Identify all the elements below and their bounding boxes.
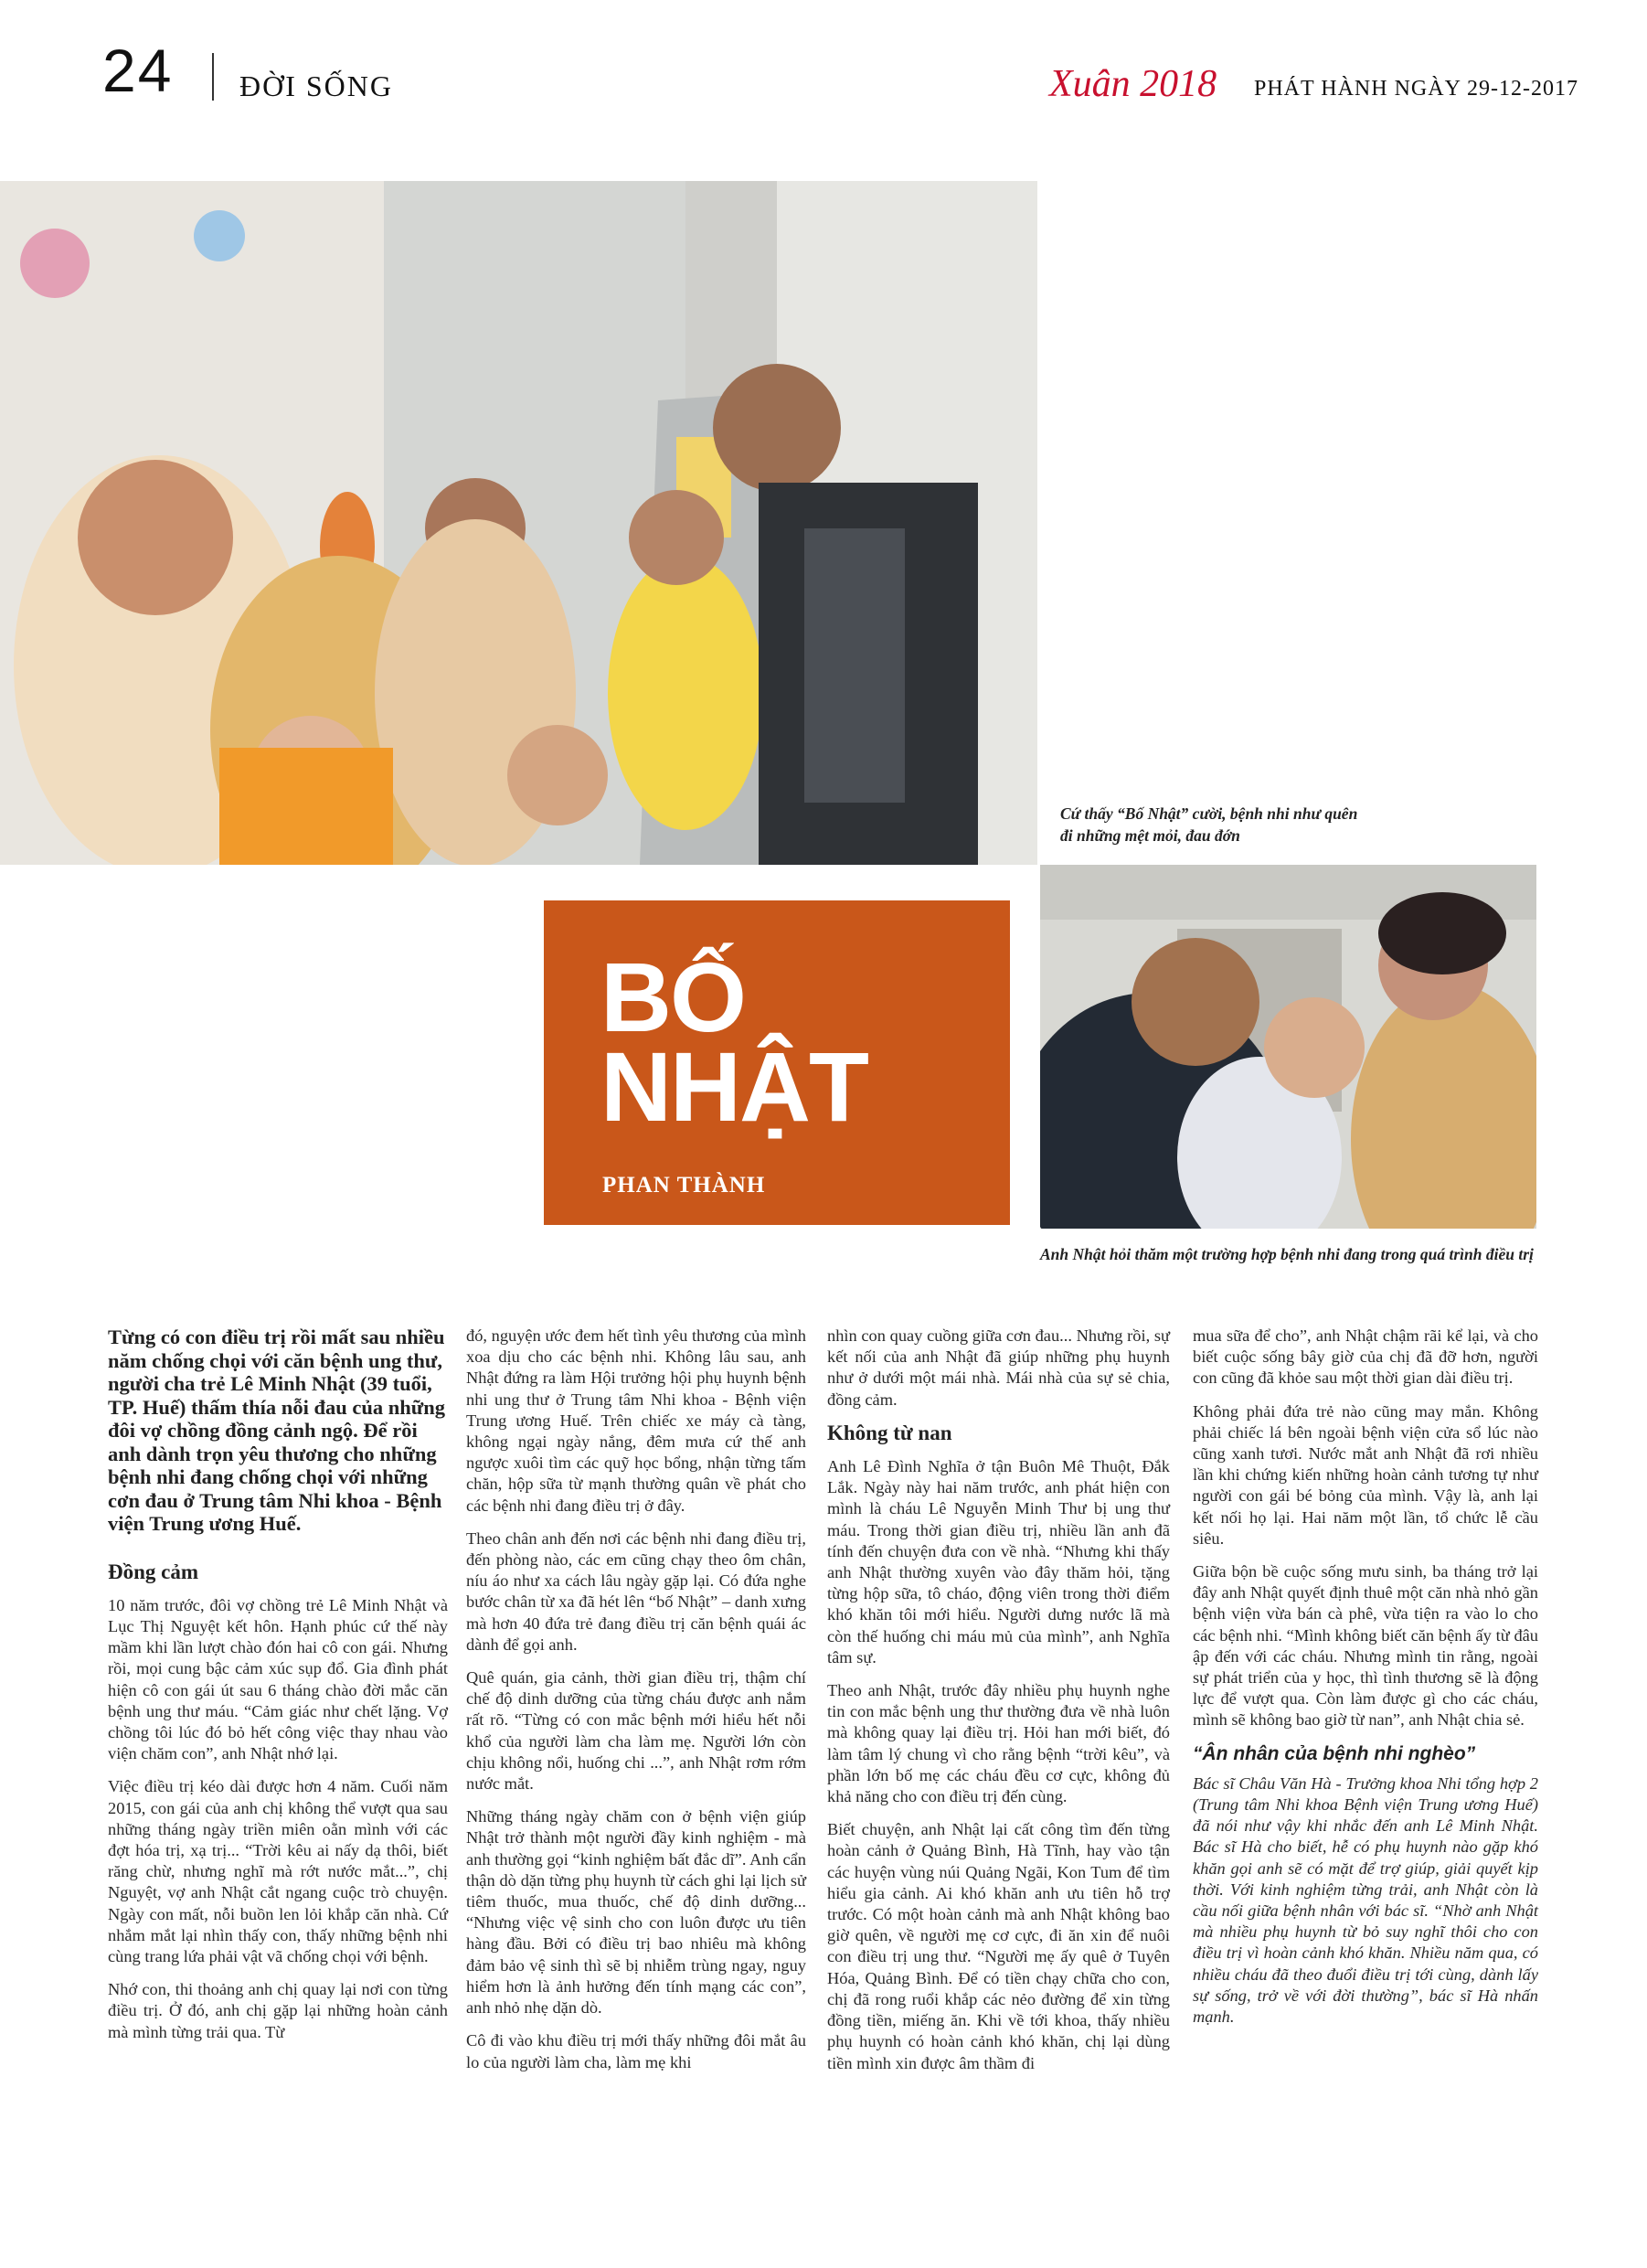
paragraph: 10 năm trước, đôi vợ chồng trẻ Lê Minh Nhật và Lục Thị Nguyệt kết hôn. Hạnh phúc cứ thế này mầm khi lần lượt chào đón hai cô con gái. Nhưng rồi, mọi cung bậc cảm xúc sụp đổ. Gia đình phát hiện cô con gái út sau 6 tháng chào đời mắc căn bệnh ung thư máu. “Cảm giác như chết lặng. Vợ chồng tôi lúc đó bỏ hết công việc thay nhau vào viện chăm con”, anh Nhật nhớ lại. — [108, 1595, 448, 1763]
paragraph: Việc điều trị kéo dài được hơn 4 năm. Cuối năm 2015, con gái của anh chị không thể vượt qua sau những tháng ngày triền miên oằn mình với các đợt hóa trị, xạ trị... “Trời kêu ai nấy dạ thôi, biết răng chừ, nhưng nghĩ mà rớt nước mắt...”, chị Nguyệt, vợ anh Nhật cắt ngang cuộc trò chuyện. Ngày con mất, nỗi buồn len lỏi khắp căn nhà. Cứ nhắm mắt lại nhìn thấy con, thấy những bệnh nhi cùng trang lứa phải vật vã chống chọi với bệnh. — [108, 1777, 448, 1965]
subhead-khong-tu-nan: Không từ nan — [827, 1421, 952, 1444]
author-byline: PHAN THÀNH — [602, 1173, 766, 1198]
paragraph: Nhớ con, thi thoảng anh chị quay lại nơi con từng điều trị. Ở đó, anh chị gặp lại những hoàn cảnh mà mình từng trải qua. Từ — [108, 1980, 448, 2041]
main-photo-caption: Cứ thấy “Bố Nhật” cười, bệnh nhi như quên đi những mệt mỏi, đau đớn — [1060, 804, 1358, 845]
headline-line-2: NHẬT — [600, 1031, 867, 1142]
paragraph: Giữa bộn bề cuộc sống mưu sinh, ba tháng trở lại đây anh Nhật quyết định thuê một căn nhà nhỏ gần bệnh viện vừa bán cà phê, vừa tiện ra vào lo cho các bệnh nhi. “Mình không biết căn bệnh ấy từ đâu ập đến với các cháu. Nhưng mình tin rằng, ngoài sự phát triển của y học, thì tình thương sẽ là động lực để vượt qua. Còn làm được gì cho các cháu, mình sẽ không bao giờ từ nan”, anh Nhật chia sẻ. — [1193, 1562, 1538, 1730]
section-name: ĐỜI SỐNG — [239, 69, 393, 102]
paragraph: Biết chuyện, anh Nhật lại cất công tìm đến từng hoàn cảnh ở Quảng Bình, Hà Tĩnh, hay vào tận các huyện vùng núi Quảng Ngãi, Kon Tum để tìm hiểu gia cảnh. Ai khó khăn anh ưu tiên hỗ trợ trước. Có một hoàn cảnh mà anh Nhật không bao giờ quên, về người mẹ cơ cực, đi ăn xin để nuôi con điều trị ung thư. “Người mẹ ấy quê ở Tuyên Hóa, Quảng Bình. Để có tiền chạy chữa cho con, chị đã rong ruổi khắp các nẻo đường để xin từng đồng tiền, miếng ăn. Khi về tới khoa, thấy nhiều phụ huynh có hoàn cảnh khó khăn, chị lại dùng tiền mình xin được âm thầm đi — [827, 1820, 1170, 2072]
paragraph: Không phải đứa trẻ nào cũng may mắn. Không phải chiếc lá bên ngoài bệnh viện cửa sổ lúc nào cũng xanh tươi. Nước mắt anh Nhật đã rơi nhiều lần khi chứng kiến những hoàn cảnh tương tự như người con gái bé bỏng của mình. Vậy là, anh lại kết nối họ lại. Hai năm một lần, tổ chức lễ cầu siêu. — [1193, 1401, 1538, 1548]
column-2 — [466, 1326, 806, 2085]
paragraph: Những tháng ngày chăm con ở bệnh viện giúp Nhật trở thành một người đầy kinh nghiệm - mà anh thường gọi “kinh nghiệm bất đắc dĩ”. Anh cẩn thận dò dặn từng phụ huynh từ cách ghi lại lịch sử tiêm thuốc, mua thuốc, chế độ dinh dưỡng... “Nhưng việc vệ sinh cho con luôn được ưu tiên hàng đầu. Bởi có điều trị bao nhiêu mà không đảm bảo vệ sinh thì sẽ bị nhiễm trùng ngay, nguy hiểm hơn là ảnh hưởng đến tính mạng các con”, anh nhỏ nhẹ dặn dò. — [466, 1807, 806, 2018]
column-1 — [108, 1326, 448, 2055]
header-divider — [212, 53, 214, 101]
paragraph: đó, nguyện ước đem hết tình yêu thương của mình xoa dịu cho các bệnh nhi. Không lâu sau, anh Nhật đứng ra làm Hội trưởng hội phụ huynh bệnh nhi ung thư ở Trung tâm Nhi khoa - Bệnh viện Trung ương Huế. Trên chiếc xe máy cà tàng, không ngại ngày nắng, đêm mưa cứ thế anh ngược xuôi tìm các quỹ học bổng, nhận từng tấm chăn, hộp sữa từ mạnh thường quân về phát cho các bệnh nhi đang điều trị ở đây. — [466, 1326, 806, 1515]
lead-paragraph: Từng có con điều trị rồi mất sau nhiều năm chống chọi với căn bệnh ung thư, người cha trẻ Lê Minh Nhật (39 tuổi, TP. Huế) thấm thía nỗi đau của những đôi vợ chồng đồng cảnh ngộ. Để rồi anh dành trọn yêu thương cho những bệnh nhi đang chống chọi với những cơn đau ở Trung tâm Nhi khoa - Bệnh viện Trung ương Huế. — [108, 1326, 446, 1535]
paragraph: mua sữa để cho”, anh Nhật chậm rãi kể lại, và cho biết cuộc sống bây giờ của chị đã đỡ hơn, người con cũng đã khỏe sau một thời gian dài điều trị. — [1193, 1326, 1538, 1388]
main-photo — [0, 181, 1037, 865]
paragraph: Bác sĩ Châu Văn Hà - Trưởng khoa Nhi tổng hợp 2 (Trung tâm Nhi khoa Bệnh viện Trung ương Huế) đã nói như vậy khi nhắc đến anh Lê Minh Nhật. Bác sĩ Hà cho biết, hễ có phụ huynh nào gặp khó khăn gọi anh sẽ có mặt để trợ giúp, giải quyết kịp thời. Với kinh nghiệm từng trải, anh Nhật còn là cầu nối giữa bệnh nhân với bác sĩ. “Nhờ anh Nhật mà nhiều phụ huynh từ bỏ suy nghĩ thôi cho con điều trị vì hoàn cảnh khó khăn. Nhiều năm qua, có nhiều cháu đã theo đuổi điều trị tới cùng, dành lấy sự sống, trở về với đời thường”, bác sĩ Hà nhấn mạnh. — [1193, 1773, 1538, 2027]
subhead-an-nhan: “Ân nhân của bệnh nhi nghèo” — [1193, 1742, 1476, 1764]
paragraph: Anh Lê Đình Nghĩa ở tận Buôn Mê Thuột, Đắk Lắk. Ngày này hai năm trước, anh phát hiện con mình là cháu Lê Nguyễn Minh Thư bị ung thư máu. Trong thời gian điều trị, nhiều lần anh đã tính đến chuyện đưa con về nhà. “Nhưng khi thấy anh Nhật thường xuyên vào đây thăm hỏi, tặng từng hộp sữa, tô cháo, động viên trong thời điểm khó khăn tôi mới hiểu. Người dưng nước lã mà còn thế huống chi máu mủ của mình”, anh Nghĩa tâm sự. — [827, 1457, 1170, 1666]
second-photo — [1040, 865, 1536, 1229]
column-3 — [827, 1326, 1170, 2086]
issue-name: Xuân 2018 — [1049, 63, 1217, 105]
headline-line-1: BỐ — [600, 942, 745, 1052]
paragraph: Theo anh Nhật, trước đây nhiều phụ huynh nghe tin con mắc bệnh ung thư thường đưa về nhà luôn mà không quay lại điều trị. Hỏi han mới biết, đó làm tâm lý chung vì cho rằng bệnh “trời kêu”, và phần lớn bố mẹ các cháu đều cơ cực, không đủ khả năng cho con điều trị đến cùng. — [827, 1681, 1170, 1806]
paragraph: Quê quán, gia cảnh, thời gian điều trị, thậm chí chế độ dinh dưỡng của từng cháu được anh nắm rất rõ. “Từng có con mắc bệnh mới hiểu hết nỗi khổ của người làm cha làm mẹ. Người lớn còn chịu không nổi, huống chi ...”, anh Nhật rơm rớm nước mắt. — [466, 1668, 806, 1794]
second-photo-caption: Anh Nhật hỏi thăm một trường hợp bệnh nhi đang trong quá trình điều trị — [1040, 1245, 1534, 1263]
column-4 — [1193, 1326, 1538, 2039]
release-date: PHÁT HÀNH NGÀY 29-12-2017 — [1254, 77, 1578, 101]
paragraph: nhìn con quay cuồng giữa cơn đau... Nhưng rồi, sự kết nối của anh Nhật đã giúp những phụ huynh như ở dưới một mái nhà. Mái nhà của sự sẻ chia, đồng cảm. — [827, 1326, 1170, 1409]
title-box — [544, 900, 1010, 1225]
paragraph: Theo chân anh đến nơi các bệnh nhi đang điều trị, đến phòng nào, các em cũng chạy theo ôm chân, níu áo như xa cách lâu ngày gặp lại. Có đứa nghe bước chân từ xa đã hét lên “bố Nhật” – danh xưng mà hơn 40 đứa trẻ đang điều trị căn bệnh quái ác dành để gọi anh. — [466, 1528, 806, 1654]
page-number: 24 — [102, 37, 174, 104]
subhead-dong-cam: Đồng cảm — [108, 1560, 199, 1583]
paragraph: Cô đi vào khu điều trị mới thấy những đôi mắt âu lo của người làm cha, làm mẹ khi — [466, 2031, 806, 2071]
